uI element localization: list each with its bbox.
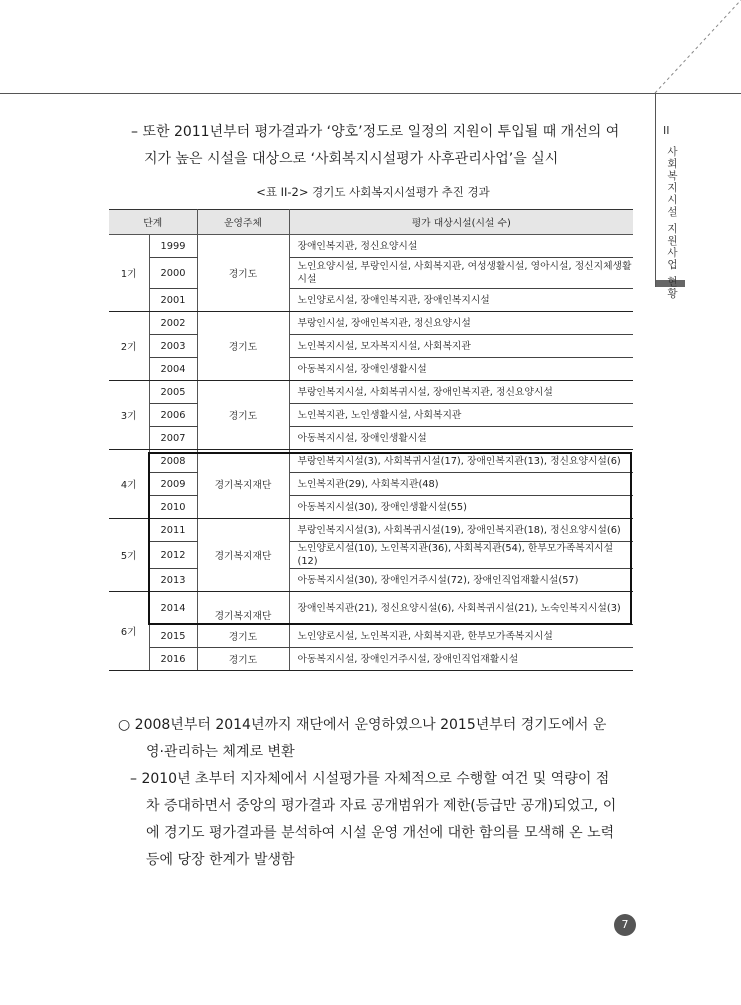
table-row bbox=[109, 235, 633, 258]
header-facilities: 평가 대상시설(시설 수) bbox=[289, 210, 633, 235]
facilities-cell: 아동복지시설, 장애인거주시설, 장애인직업재활시설 bbox=[289, 648, 633, 671]
year-cell: 2000 bbox=[149, 258, 197, 289]
operator-cell: 경기도 bbox=[197, 235, 289, 312]
facilities-cell: 장애인복지관, 정신요양시설 bbox=[289, 235, 633, 258]
stage-cell: 4기 bbox=[109, 450, 149, 519]
table-row bbox=[109, 381, 633, 404]
facilities-cell: 노인양로시설(10), 노인복지관(36), 사회복지관(54), 한부모가족복지시설(12) bbox=[289, 542, 633, 569]
facilities-cell: 노인복지관(29), 사회복지관(48) bbox=[289, 473, 633, 496]
year-cell: 2005 bbox=[149, 381, 197, 404]
facilities-cell: 노인복지시설, 모자복지시설, 사회복지관 bbox=[289, 335, 633, 358]
year-cell: 2012 bbox=[149, 542, 197, 569]
year-cell: 2014 bbox=[149, 592, 197, 625]
operator-cell: 경기복지재단 bbox=[197, 592, 289, 625]
operator-cell: 경기도 bbox=[197, 381, 289, 450]
body-p2-line-4: 등에 당장 한계가 발생함 bbox=[146, 852, 295, 868]
facilities-cell: 장애인복지관(21), 정신요양시설(6), 사회복귀시설(21), 노숙인복지시설(3) bbox=[289, 592, 633, 625]
stage-cell: 5기 bbox=[109, 519, 149, 592]
year-cell: 2007 bbox=[149, 427, 197, 450]
facilities-cell: 부랑인시설, 장애인복지관, 정신요양시설 bbox=[289, 312, 633, 335]
year-cell: 2009 bbox=[149, 473, 197, 496]
operator-cell: 경기도 bbox=[197, 312, 289, 381]
page-number: 7 bbox=[614, 914, 636, 936]
body-p1-line-1: ○ 2008년부터 2014년까지 재단에서 운영하였으나 2015년부터 경기도에서 운 bbox=[118, 717, 607, 733]
facilities-cell: 노인복지관, 노인생활시설, 사회복지관 bbox=[289, 404, 633, 427]
body-p2-line-3: 에 경기도 평가결과를 분석하여 시설 운영 개선에 대한 함의를 모색해 온 노력 bbox=[146, 825, 615, 841]
table-row bbox=[109, 289, 633, 312]
year-cell: 2015 bbox=[149, 625, 197, 648]
year-cell: 1999 bbox=[149, 235, 197, 258]
year-cell: 2011 bbox=[149, 519, 197, 542]
body-p2-line-2: 차 증대하면서 중앙의 평가결과 자료 공개범위가 제한(등급만 공개)되었고, 이 bbox=[146, 798, 617, 814]
table-caption: <표 II-2> 경기도 사회복지시설평가 추진 경과 bbox=[256, 185, 490, 199]
operator-cell: 경기도 bbox=[197, 625, 289, 648]
facilities-cell: 아동복지시설(30), 장애인거주시설(72), 장애인직업재활시설(57) bbox=[289, 569, 633, 592]
table-row bbox=[109, 358, 633, 381]
header-stage: 단계 bbox=[109, 210, 197, 235]
table-row bbox=[109, 258, 633, 289]
header-operator: 운영주체 bbox=[197, 210, 289, 235]
operator-cell: 경기복지재단 bbox=[197, 450, 289, 519]
facilities-cell: 노인양로시설, 장애인복지관, 장애인복지시설 bbox=[289, 289, 633, 312]
operator-cell: 경기도 bbox=[197, 648, 289, 671]
year-cell: 2008 bbox=[149, 450, 197, 473]
year-cell: 2004 bbox=[149, 358, 197, 381]
year-cell: 2001 bbox=[149, 289, 197, 312]
year-cell: 2010 bbox=[149, 496, 197, 519]
body-p2-line-1: – 2010년 초부터 지자체에서 시설평가를 자체적으로 수행할 여건 및 역량이 점 bbox=[130, 771, 610, 787]
operator-cell: 경기복지재단 bbox=[197, 519, 289, 592]
body-p1-line-2: 영·관리하는 체계로 변환 bbox=[146, 744, 295, 760]
table-row bbox=[109, 648, 633, 671]
stage-cell: 2기 bbox=[109, 312, 149, 381]
table-header-row bbox=[109, 210, 633, 235]
year-cell: 2016 bbox=[149, 648, 197, 671]
table-row bbox=[109, 427, 633, 450]
year-cell: 2013 bbox=[149, 569, 197, 592]
header-rule bbox=[0, 93, 741, 94]
table-row bbox=[109, 404, 633, 427]
table-row bbox=[109, 312, 633, 335]
facilities-cell: 노인양로시설, 노인복지관, 사회복지관, 한부모가족복지시설 bbox=[289, 625, 633, 648]
chapter-number: II bbox=[663, 124, 670, 137]
intro-line-2: 지가 높은 시설을 대상으로 ‘사회복지시설평가 사후관리사업’을 실시 bbox=[144, 151, 559, 167]
table-row bbox=[109, 625, 633, 648]
year-cell: 2006 bbox=[149, 404, 197, 427]
intro-line-1: – 또한 2011년부터 평가결과가 ‘양호’정도로 일정의 지원이 투입될 때 개선의 여 bbox=[131, 124, 620, 140]
foundation-period-highlight-box bbox=[148, 452, 632, 625]
facilities-cell: 아동복지시설(30), 장애인생활시설(55) bbox=[289, 496, 633, 519]
facilities-cell: 아동복지시설, 장애인생활시설 bbox=[289, 427, 633, 450]
facilities-cell: 부랑인복지시설(3), 사회복귀시설(19), 장애인복지관(18), 정신요양시설(6) bbox=[289, 519, 633, 542]
facilities-cell: 아동복지시설, 장애인생활시설 bbox=[289, 358, 633, 381]
stage-cell: 1기 bbox=[109, 235, 149, 312]
table-row bbox=[109, 335, 633, 358]
year-cell: 2003 bbox=[149, 335, 197, 358]
facilities-cell: 노인요양시설, 부랑인시설, 사회복지관, 여성생활시설, 영아시설, 정신지체생활시설 bbox=[289, 258, 633, 289]
year-cell: 2002 bbox=[149, 312, 197, 335]
facilities-cell: 부랑인복지시설(3), 사회복귀시설(17), 장애인복지관(13), 정신요양시설(6) bbox=[289, 450, 633, 473]
facilities-cell: 부랑인복지시설, 사회복귀시설, 장애인복지관, 정신요양시설 bbox=[289, 381, 633, 404]
chapter-title: 사회복지시설 지원사업 현황 bbox=[666, 146, 678, 300]
stage-cell: 3기 bbox=[109, 381, 149, 450]
stage-cell: 6기 bbox=[109, 592, 149, 671]
